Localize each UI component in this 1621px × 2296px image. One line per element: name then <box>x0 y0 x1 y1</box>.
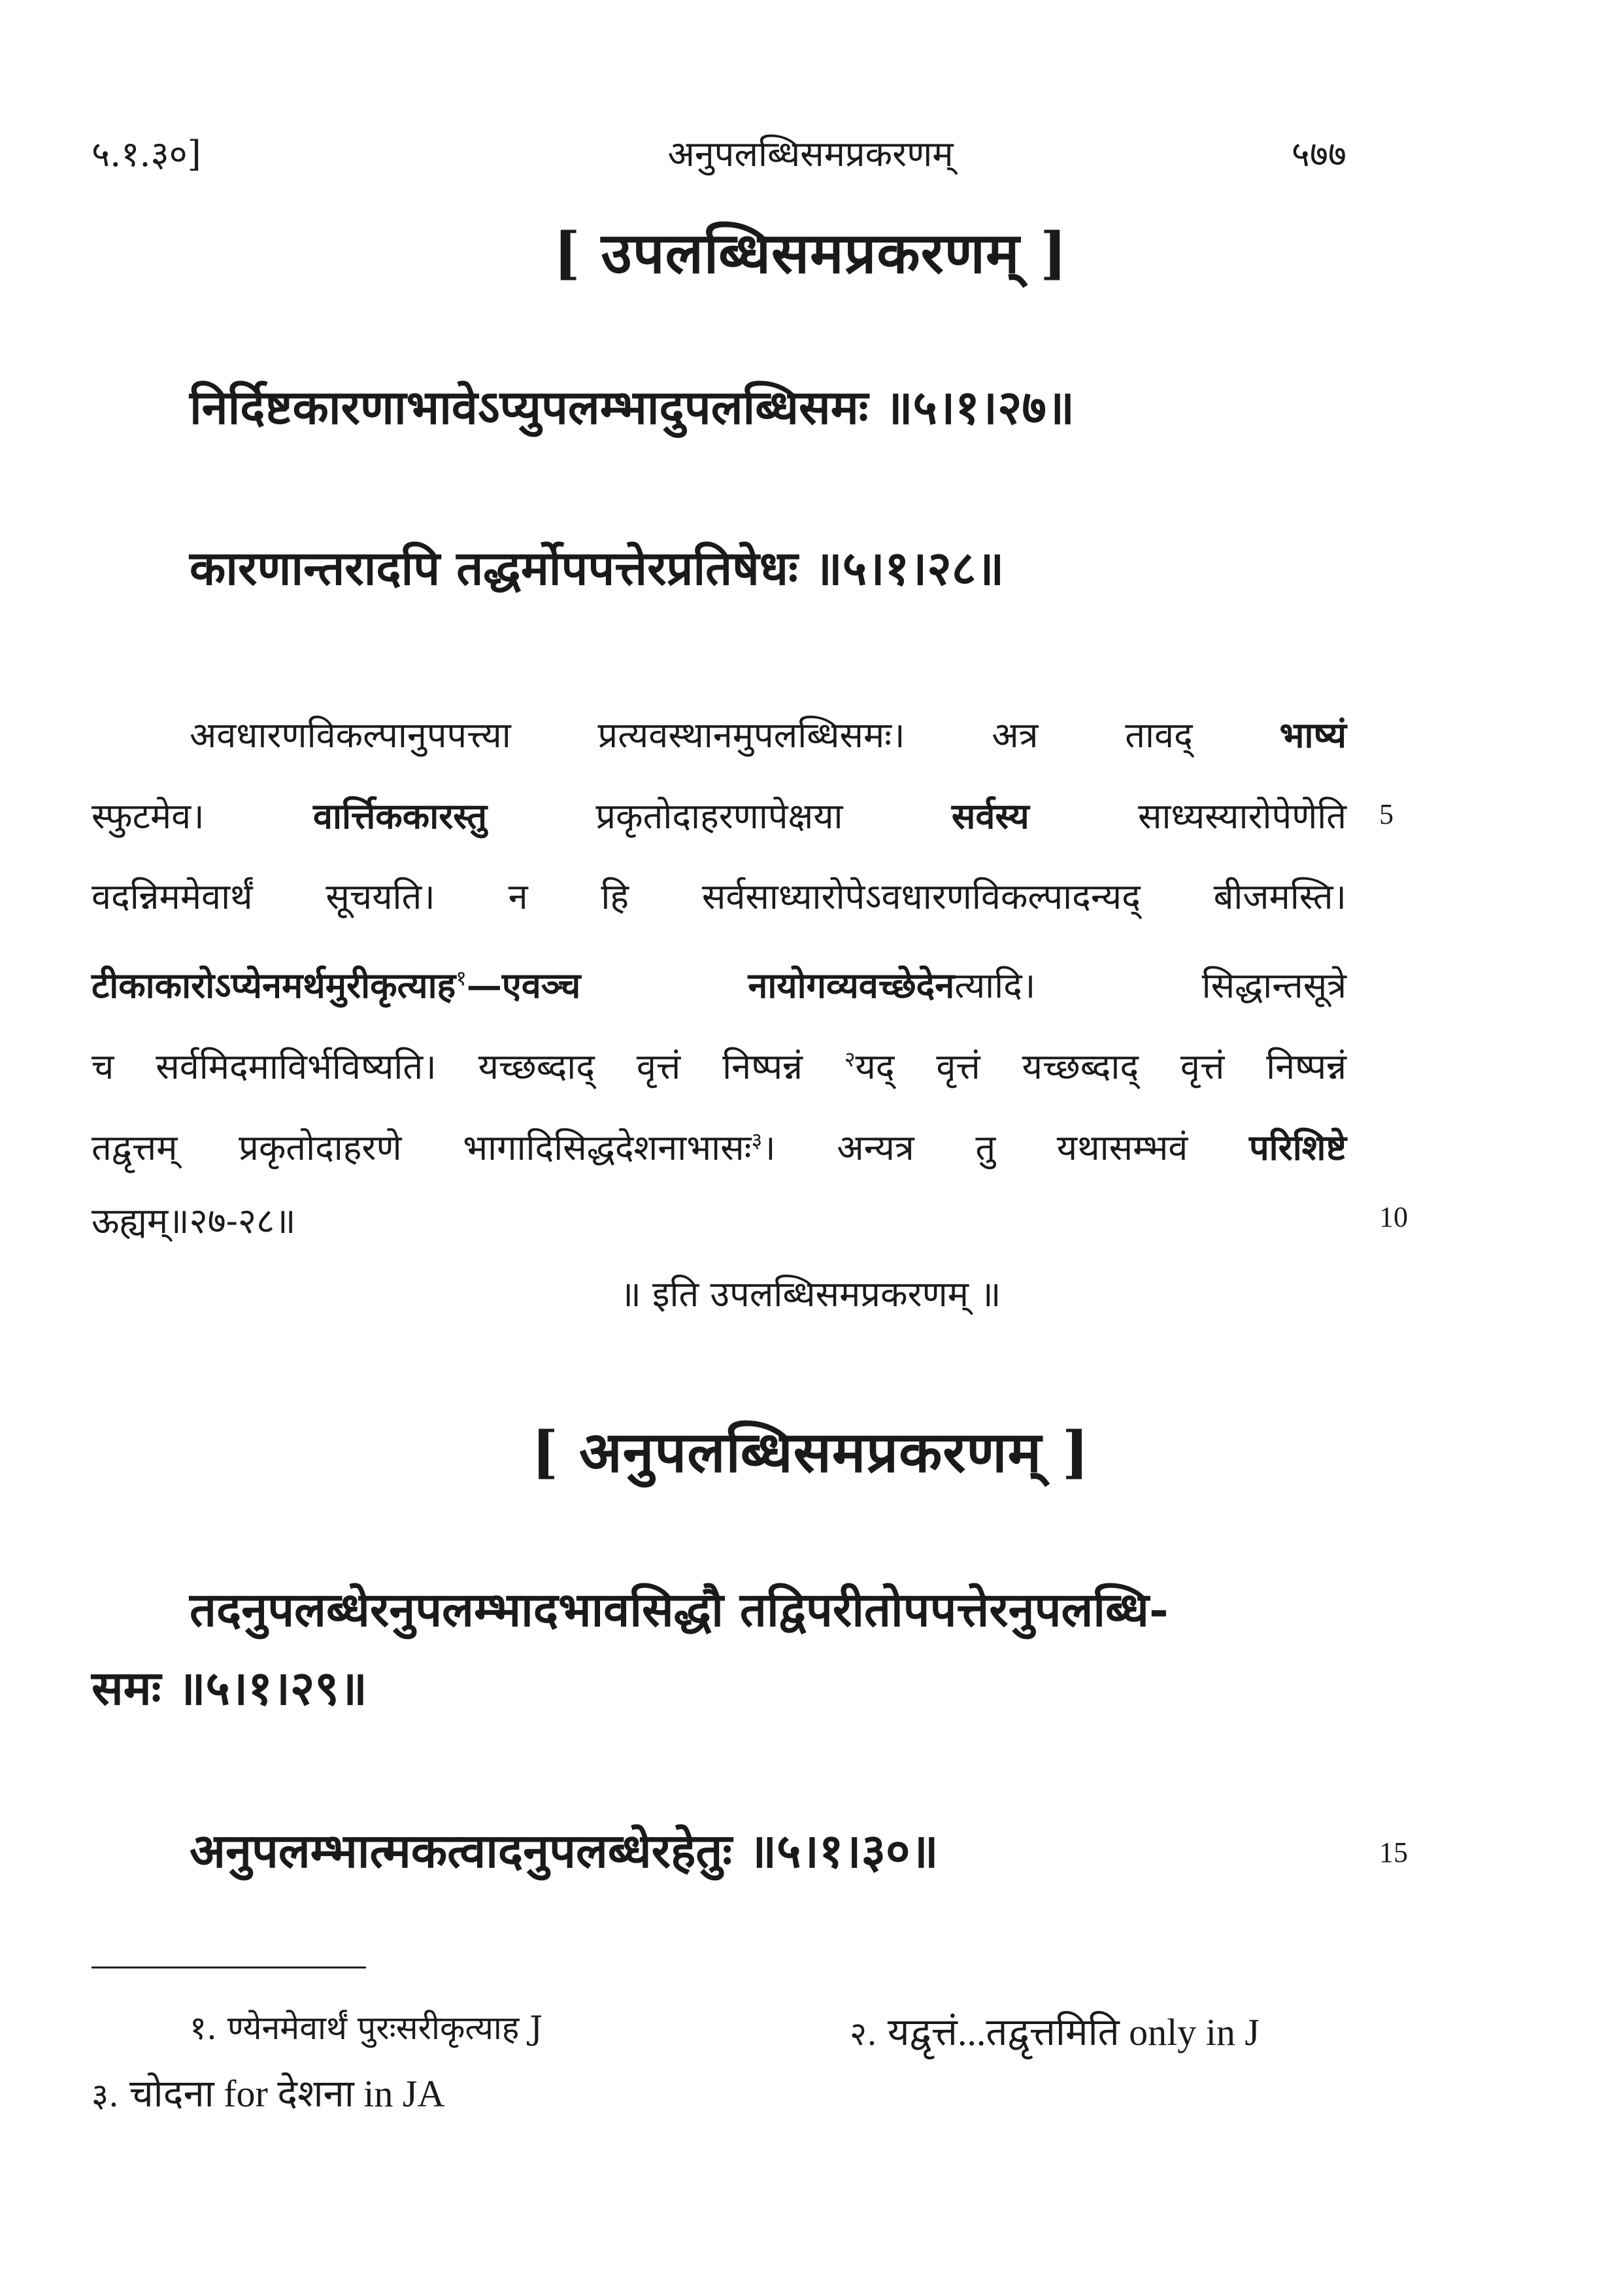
commentary-line-4: टीकाकारोऽप्येनमर्थमुरीकृत्याह$^१$—एवञ्च नायोगव्यवच्छेदेनत्यादि। सिद्धान्तसूत्रे <box>92 964 1347 1006</box>
line-number-10: 10 <box>1379 1201 1408 1233</box>
sutra-5-1-29-line-1: तदनुपलब्धेरनुपलम्भादभावसिद्धौ तद्विपरीतोपपत्तेरनुपलब्धि- <box>190 1581 1169 1637</box>
sutra-5-1-27: निर्दिष्टकारणाभावेऽप्युपलम्भादुपलब्धिसमः ॥५।१।२७॥ <box>190 379 1075 435</box>
footnote-marker-2: २ <box>844 1047 856 1072</box>
line-number-15: 15 <box>1379 1836 1408 1868</box>
commentary-line-1: अवधारणविकल्पानुपपत्त्या प्रत्यवस्थानमुपलब्धिसमः। अत्र तावद् भाष्यं <box>190 714 1346 756</box>
section-heading-anupalabdhisama: [ अनुपलब्धिसमप्रकरणम् ] <box>531 1419 1090 1485</box>
commentary-paragraph <box>92 694 1346 1262</box>
footnote-rule <box>92 1967 366 1968</box>
colophon: ॥ इति उपलब्धिसमप्रकरणम् ॥ <box>620 1274 1001 1315</box>
running-head-reference: ५.१.३०] <box>92 133 201 175</box>
page-number: ५७७ <box>1291 133 1346 175</box>
line-number-5: 5 <box>1379 798 1394 830</box>
bold-term-sarvasya: सर्वस्य <box>951 795 1029 837</box>
footnote-1 <box>190 2004 543 2049</box>
footnote-2 <box>850 2004 1260 2056</box>
footnote-3-label: ३. <box>92 2076 119 2114</box>
sutra-5-1-29-line-2: समः ॥५।१।२९॥ <box>92 1660 367 1715</box>
bold-term-bhashya: भाष्यं <box>1279 714 1346 756</box>
bold-term-tikakara: टीकाकारोऽप्येनमर्थमुरीकृत्याह <box>92 964 456 1006</box>
commentary-line-6: तद्वृत्तम् प्रकृतोदाहरणे भागादिसिद्धदेशनाभासः$^३$। अन्यत्र तु यथासम्भवं परिशिष्टे <box>92 1126 1346 1168</box>
bold-term-varttikakara: वार्त्तिककारस्तु <box>312 795 488 837</box>
footnote-3-text: चोदना for देशना in JA <box>129 2072 445 2115</box>
footnote-3 <box>92 2066 444 2118</box>
footnote-marker-1: १ <box>456 966 467 990</box>
running-head-title: अनुपलब्धिसमप्रकरणम् <box>667 133 954 175</box>
footnote-1-label: १. <box>190 2009 217 2047</box>
sutra-5-1-28: कारणान्तरादपि तद्धर्मोपपत्तेरप्रतिषेधः ॥५।१।२८॥ <box>190 540 1005 596</box>
commentary-line-7: ऊह्यम्॥२७-२८॥ <box>92 1200 296 1241</box>
bold-quote-evanca: —एवञ्च नायोगव्यवच्छेदेन <box>466 964 955 1006</box>
footnote-2-text: यद्वृत्तं...तद्वृत्तमिति only in J <box>887 2011 1260 2053</box>
commentary-line-2: स्फुटमेव। वार्त्तिककारस्तु प्रकृतोदाहरणापेक्षया सर्वस्य साध्यस्यारोपेणेति <box>92 795 1347 837</box>
footnote-1-text: ण्येनमेवार्थं पुरःसरीकृत्याह J <box>227 2009 543 2047</box>
footnote-marker-3: ३ <box>751 1128 763 1153</box>
bold-term-parishishte: परिशिष्टे <box>1249 1126 1346 1168</box>
commentary-line-5: च सर्वमिदमाविर्भविष्यति। यच्छब्दाद् वृत्तं निष्पन्नं $^२$यद् वृत्तं यच्छब्दाद् वृत्तं निष्पन्नं <box>92 1046 1346 1087</box>
sutra-5-1-30: अनुपलम्भात्मकत्वादनुपलब्धेरहेतुः ॥५।१।३०॥ <box>190 1823 939 1878</box>
sutra-5-1-29 <box>92 1570 1346 1727</box>
footnote-2-label: २. <box>850 2015 877 2053</box>
commentary-line-3: वदन्निममेवार्थं सूचयति। न हि सर्वसाध्यारोपेऽवधारणविकल्पादन्यद् बीजमस्ति। <box>92 876 1346 917</box>
section-heading-upalabdhisama: [ उपलब्धिसमप्रकरणम् ] <box>553 220 1068 286</box>
